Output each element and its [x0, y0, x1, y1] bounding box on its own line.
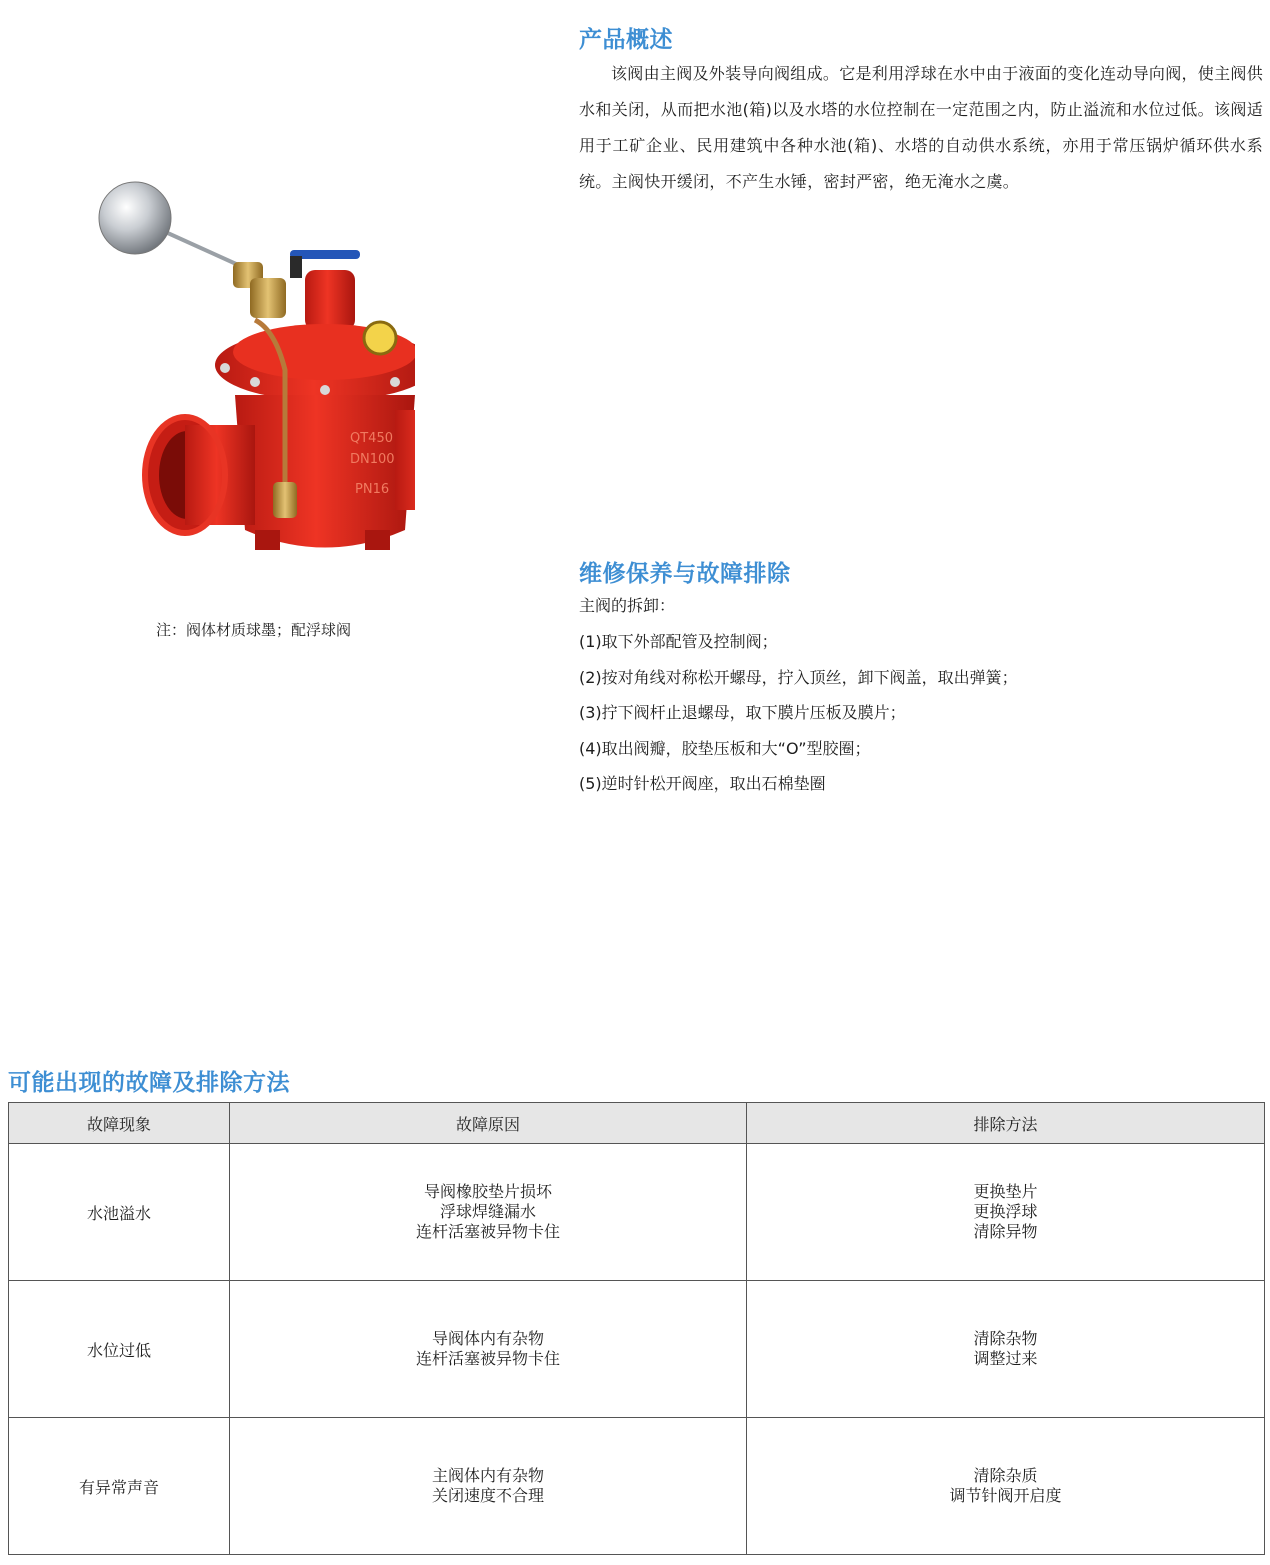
remedy-line: 更换浮球 [973, 1202, 1038, 1221]
remedy-cell [747, 1281, 1265, 1418]
remedy-line: 更换垫片 [973, 1182, 1038, 1201]
remedy-line: 调节针阀开启度 [949, 1486, 1062, 1505]
table-header-row [9, 1103, 1265, 1144]
remedy-line: 调整过来 [973, 1349, 1038, 1368]
fault-table [8, 1102, 1265, 1555]
cause-cell [230, 1144, 747, 1281]
table-row [9, 1281, 1265, 1418]
cause-cell [230, 1281, 747, 1418]
remedy-line: 清除杂物 [973, 1329, 1038, 1348]
cause-line: 主阀体内有杂物 [431, 1466, 544, 1485]
maintenance-title: 维修保养与故障排除 [579, 561, 791, 587]
remedy-cell [747, 1144, 1265, 1281]
table-row [9, 1144, 1265, 1281]
cause-line: 浮球焊缝漏水 [439, 1202, 536, 1221]
body-mark-pressure: PN16 [355, 482, 390, 497]
maintenance-step: (4)取出阀瓣，胶垫压板和大“O”型胶圈； [579, 738, 871, 758]
remedy-line: 清除杂质 [973, 1466, 1038, 1485]
header-symptom: 故障现象 [9, 1103, 230, 1144]
cause-line: 导阀橡胶垫片损坏 [423, 1182, 552, 1201]
maintenance-step: (2)按对角线对称松开螺母，拧入顶丝，卸下阀盖，取出弹簧； [579, 667, 1018, 687]
product-caption: 注：阀体材质球墨；配浮球阀 [156, 621, 352, 639]
remedy-cell [747, 1418, 1265, 1555]
header-cause: 故障原因 [230, 1103, 747, 1144]
maintenance-step: (3)拧下阀杆止退螺母，取下膜片压板及膜片； [579, 703, 906, 723]
header-remedy: 排除方法 [747, 1103, 1265, 1144]
maintenance-step: (5)逆时针松开阀座，取出石棉垫圈 [579, 774, 826, 794]
remedy-line: 清除异物 [973, 1222, 1038, 1241]
body-mark-material: QT450 [350, 431, 393, 446]
cause-line: 连杆活塞被异物卡住 [415, 1222, 560, 1241]
body-mark-size: DN100 [350, 452, 395, 467]
cause-line: 连杆活塞被异物卡住 [415, 1349, 560, 1368]
maintenance-steps [579, 624, 1018, 802]
cause-line: 关闭速度不合理 [431, 1486, 544, 1505]
table-row [9, 1418, 1265, 1555]
maintenance-intro: 主阀的拆卸： [579, 596, 676, 615]
cause-line: 导阀体内有杂物 [431, 1329, 544, 1348]
maintenance-step: (1)取下外部配管及控制阀； [579, 632, 778, 651]
symptom-cell: 水池溢水 [9, 1144, 230, 1281]
cause-cell [230, 1418, 747, 1555]
overview-title: 产品概述 [579, 27, 673, 53]
overview-text: 该阀由主阀及外装导向阀组成。它是利用浮球在水中由于液面的变化连动导向阀，使主阀供水和关闭，从而把水池(箱)以及水塔的水位控制在一定范围之内，防止溢流和水位过低。该阀适用于工矿企业、民用建筑中各种水池(箱)、水塔的自动供水系统，亦用于常压锅炉循环供水系统。主阀快开缓闭，不产生水锤，密封严密，绝无淹水之虞。 [579, 64, 1264, 191]
float-ball [99, 182, 171, 254]
symptom-cell: 有异常声音 [9, 1418, 230, 1555]
symptom-cell: 水位过低 [9, 1281, 230, 1418]
faults-title: 可能出现的故障及排除方法 [8, 1070, 290, 1096]
valve-product-image [95, 170, 415, 590]
